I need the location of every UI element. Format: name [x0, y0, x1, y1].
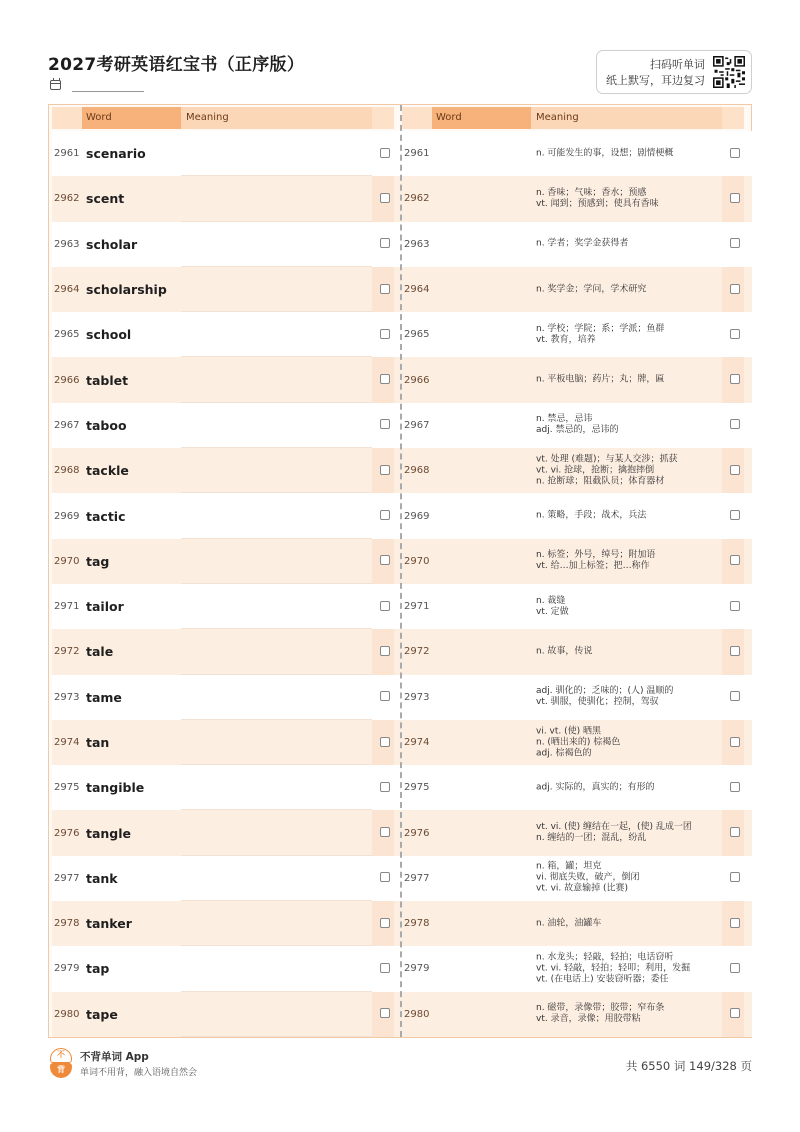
- word-number: 2973: [54, 691, 80, 703]
- checkbox[interactable]: [730, 510, 740, 520]
- checkbox[interactable]: [730, 601, 740, 611]
- word-number: 2968: [54, 465, 80, 477]
- header-word: Word: [432, 107, 531, 129]
- word-number: 2966: [54, 374, 80, 386]
- checkbox[interactable]: [380, 872, 390, 882]
- qr-caption: [606, 57, 705, 89]
- table-row: [52, 675, 402, 720]
- table-row: [402, 493, 752, 538]
- meaning-text: n. 平板电脑；药片；丸；牌，匾: [536, 374, 665, 385]
- table-row: [52, 856, 402, 901]
- word-number: 2974: [54, 737, 80, 748]
- checkbox[interactable]: [730, 329, 740, 339]
- checkbox[interactable]: [380, 782, 390, 792]
- calendar-icon: [50, 80, 61, 90]
- word-text: tangible: [86, 780, 145, 796]
- meaning-blank-cell[interactable]: [181, 222, 372, 267]
- word-blank-cell[interactable]: [432, 946, 531, 991]
- checkbox[interactable]: [730, 872, 740, 882]
- meaning-text: n. 裁缝 vt. 定做: [536, 595, 569, 617]
- meaning-blank-cell[interactable]: [181, 584, 372, 629]
- checkbox[interactable]: [380, 510, 390, 520]
- qr-code-icon[interactable]: [713, 56, 745, 88]
- checkbox[interactable]: [380, 238, 390, 248]
- qr-code-card[interactable]: [596, 50, 752, 94]
- right-rows: [402, 131, 752, 1037]
- header-check-cell: [372, 107, 394, 129]
- word-text: taboo: [86, 417, 127, 433]
- table-row: [52, 493, 402, 538]
- meaning-blank-cell[interactable]: [181, 131, 372, 176]
- meaning-cell: [531, 539, 722, 584]
- table-row: [402, 539, 752, 584]
- word-number: 2976: [54, 827, 80, 839]
- meaning-blank-cell[interactable]: [181, 312, 372, 357]
- header-meaning: Meaning: [181, 107, 372, 129]
- word-blank-cell[interactable]: [432, 675, 531, 720]
- word-number: 2971: [404, 601, 430, 613]
- checkbox[interactable]: [380, 691, 390, 701]
- meaning-blank-cell[interactable]: [181, 946, 372, 991]
- word-blank-cell[interactable]: [432, 312, 531, 357]
- meaning-blank-cell[interactable]: [181, 856, 372, 901]
- table-row: [402, 222, 752, 267]
- logo-top: 不: [50, 1048, 72, 1063]
- word-blank-cell[interactable]: [432, 267, 531, 312]
- table-row: [52, 810, 402, 855]
- meaning-blank-cell[interactable]: [181, 357, 372, 402]
- meaning-blank-cell[interactable]: [181, 720, 372, 765]
- meaning-blank-cell[interactable]: [181, 810, 372, 855]
- logo-bottom: 背: [50, 1063, 72, 1078]
- header-word: Word: [82, 107, 181, 129]
- word-text: tank: [86, 870, 118, 886]
- word-text: tanker: [86, 916, 132, 932]
- meaning-cell: [531, 131, 722, 176]
- qr-caption-line2: 纸上默写，耳边复习: [606, 74, 705, 87]
- meaning-cell: [531, 810, 722, 855]
- table-header-right: [402, 107, 752, 129]
- word-text: scholarship: [86, 282, 167, 298]
- word-number: 2972: [404, 646, 430, 658]
- qr-caption-line1: 扫码听单词: [650, 58, 705, 71]
- word-blank-cell[interactable]: [432, 720, 531, 765]
- checkbox[interactable]: [730, 238, 740, 248]
- word-number: 2967: [54, 419, 80, 431]
- word-blank-cell[interactable]: [432, 357, 531, 402]
- checkbox[interactable]: [730, 691, 740, 701]
- meaning-blank-cell[interactable]: [181, 493, 372, 538]
- checkbox[interactable]: [380, 963, 390, 973]
- word-blank-cell[interactable]: [432, 176, 531, 221]
- word-number: 2979: [54, 963, 80, 975]
- word-number: 2968: [404, 465, 430, 477]
- checkbox[interactable]: [380, 1008, 390, 1018]
- table-row: [402, 357, 752, 402]
- page-info: 共 6550 词 149/328 页: [625, 1059, 752, 1073]
- word-number: 2978: [54, 918, 80, 930]
- meaning-text: n. 策略，手段；战术，兵法: [536, 510, 647, 521]
- meaning-text: n. 磁带，录像带；胶带；窄布条 vt. 录音，录像；用胶带粘: [536, 1003, 665, 1025]
- meaning-text: n. 故事，传说: [536, 646, 593, 657]
- table-row: [52, 629, 402, 674]
- table-row: [52, 720, 402, 765]
- word-number: 2964: [404, 284, 430, 296]
- word-number: 2974: [404, 737, 430, 748]
- word-number: 2969: [54, 510, 80, 522]
- word-number: 2970: [404, 555, 430, 567]
- word-blank-cell[interactable]: [432, 448, 531, 493]
- meaning-cell: [531, 629, 722, 674]
- word-blank-cell[interactable]: [432, 539, 531, 584]
- checkbox[interactable]: [730, 193, 740, 203]
- word-number: 2975: [54, 782, 80, 794]
- table-row: [402, 176, 752, 221]
- word-number: 2977: [54, 872, 80, 884]
- word-blank-cell[interactable]: [432, 992, 531, 1037]
- table-row: [52, 584, 402, 629]
- table-row: [52, 312, 402, 357]
- meaning-cell: [531, 992, 722, 1037]
- word-number: 2979: [404, 963, 430, 975]
- checkbox[interactable]: [730, 1008, 740, 1018]
- meaning-text: n. 油轮，油罐车: [536, 918, 602, 929]
- table-row: [402, 992, 752, 1037]
- meaning-text: vt. 处理 (难题)；与某人交涉；抓获 vt. vi. 抢球，抢断；擒抱摔倒 n. 抢断球；阻截队员；体育器材: [536, 454, 678, 487]
- meaning-blank-cell[interactable]: [181, 176, 372, 221]
- word-number: 2964: [54, 284, 80, 296]
- word-number: 2963: [54, 238, 80, 250]
- word-text: tablet: [86, 372, 129, 388]
- checkbox[interactable]: [730, 918, 740, 928]
- word-number: 2972: [54, 646, 80, 658]
- meaning-cell: [531, 176, 722, 221]
- word-text: scenario: [86, 146, 146, 162]
- checkbox[interactable]: [380, 555, 390, 565]
- meaning-text: n. 禁忌，忌讳 adj. 禁忌的，忌讳的: [536, 414, 619, 436]
- meaning-blank-cell[interactable]: [181, 992, 372, 1037]
- table-row: [402, 856, 752, 901]
- meaning-column-half: [402, 105, 752, 1037]
- table-row: [52, 765, 402, 810]
- table-row: [402, 131, 752, 176]
- meaning-blank-cell[interactable]: [181, 539, 372, 584]
- table-row: [402, 312, 752, 357]
- word-blank-cell[interactable]: [432, 222, 531, 267]
- word-text: tangle: [86, 825, 132, 841]
- meaning-text: n. 水龙头；轻敲，轻拍；电话窃听 vt. vi. 轻敲，轻拍；轻叩；利用，发掘 vt. (在电话上) 安装窃听器；委任: [536, 952, 691, 985]
- meaning-blank-cell[interactable]: [181, 403, 372, 448]
- word-number: 2963: [404, 238, 430, 250]
- word-number: 2976: [404, 827, 430, 839]
- header-number-cell: [402, 107, 432, 129]
- checkbox[interactable]: [730, 555, 740, 565]
- checkbox[interactable]: [730, 646, 740, 656]
- word-number: 2967: [404, 419, 430, 431]
- checkbox[interactable]: [730, 374, 740, 384]
- table-row: [52, 176, 402, 221]
- checkbox[interactable]: [380, 374, 390, 384]
- meaning-text: n. 学者；奖学金获得者: [536, 238, 629, 249]
- word-text: school: [86, 327, 132, 343]
- meaning-cell: [531, 720, 722, 765]
- word-text: tan: [86, 735, 110, 750]
- meaning-cell: [531, 765, 722, 810]
- header-number-cell: [52, 107, 82, 129]
- table-row: [402, 584, 752, 629]
- word-blank-cell[interactable]: [432, 901, 531, 946]
- left-rows: [52, 131, 402, 1037]
- meaning-cell: [531, 493, 722, 538]
- meaning-text: adj. 驯化的；乏味的；(人) 温顺的 vt. 驯服，使驯化；控制，驾驭: [536, 686, 674, 708]
- checkbox[interactable]: [730, 148, 740, 158]
- checkbox[interactable]: [730, 827, 740, 837]
- meaning-blank-cell[interactable]: [181, 901, 372, 946]
- meaning-cell: [531, 403, 722, 448]
- meaning-text: n. 奖学金；学问，学术研究: [536, 284, 647, 295]
- meaning-blank-cell[interactable]: [181, 267, 372, 312]
- meaning-blank-cell[interactable]: [181, 448, 372, 493]
- word-number: 2975: [404, 782, 430, 794]
- checkbox[interactable]: [730, 419, 740, 429]
- checkbox[interactable]: [380, 601, 390, 611]
- table-row: [402, 448, 752, 493]
- word-text: scent: [86, 191, 125, 207]
- checkbox[interactable]: [380, 646, 390, 656]
- word-number: 2977: [404, 872, 430, 884]
- table-row: [52, 448, 402, 493]
- checkbox[interactable]: [730, 737, 740, 747]
- word-text: tactic: [86, 508, 126, 524]
- table-row: [402, 810, 752, 855]
- word-number: 2980: [54, 1008, 80, 1020]
- word-number: 2973: [404, 691, 430, 703]
- meaning-cell: [531, 901, 722, 946]
- table-row: [52, 946, 402, 991]
- table-row: [52, 131, 402, 176]
- checkbox[interactable]: [380, 465, 390, 475]
- word-number: 2971: [54, 601, 80, 613]
- word-blank-cell[interactable]: [432, 493, 531, 538]
- table-row: [52, 992, 402, 1037]
- table-row: [52, 403, 402, 448]
- word-number: 2970: [54, 555, 80, 567]
- word-number: 2966: [404, 374, 430, 386]
- word-number: 2980: [404, 1008, 430, 1020]
- meaning-text: n. 箱，罐；坦克 vi. 彻底失败，破产，倒闭 vt. vi. 故意输掉 (比赛): [536, 861, 640, 894]
- date-blank-line: [72, 91, 144, 92]
- meaning-cell: [531, 267, 722, 312]
- meaning-cell: [531, 675, 722, 720]
- app-name: 不背单词 App: [80, 1051, 149, 1063]
- header-meaning: Meaning: [531, 107, 722, 129]
- page-title: 2027考研英语红宝书（正序版）: [48, 55, 305, 75]
- word-number: 2961: [54, 148, 80, 160]
- word-text: tame: [86, 689, 122, 705]
- word-number: 2969: [404, 510, 430, 522]
- table-row: [402, 267, 752, 312]
- meaning-cell: [531, 856, 722, 901]
- checkbox[interactable]: [380, 148, 390, 158]
- word-blank-cell[interactable]: [432, 584, 531, 629]
- checkbox[interactable]: [380, 827, 390, 837]
- word-blank-cell[interactable]: [432, 131, 531, 176]
- word-blank-cell[interactable]: [432, 856, 531, 901]
- table-row: [402, 675, 752, 720]
- table-header-left: [52, 107, 402, 129]
- meaning-blank-cell[interactable]: [181, 675, 372, 720]
- header-check-cell: [722, 107, 744, 129]
- word-number: 2965: [54, 329, 80, 341]
- checkbox[interactable]: [380, 737, 390, 747]
- table-row: [52, 222, 402, 267]
- meaning-blank-cell[interactable]: [181, 765, 372, 810]
- word-number: 2978: [404, 918, 430, 930]
- page-header: [48, 48, 752, 98]
- word-number: 2962: [54, 193, 80, 205]
- table-row: [52, 357, 402, 402]
- word-text: tag: [86, 553, 110, 569]
- meaning-text: n. 标签；外号，绰号；附加语 vt. 给…加上标签；把…称作: [536, 550, 656, 572]
- table-row: [402, 901, 752, 946]
- word-text: tailor: [86, 599, 124, 615]
- meaning-cell: [531, 222, 722, 267]
- meaning-text: vi. vt. (使) 晒黑 n. (晒出来的) 棕褐色 adj. 棕褐色的: [536, 726, 621, 758]
- meaning-blank-cell[interactable]: [181, 629, 372, 674]
- checkbox[interactable]: [380, 329, 390, 339]
- table-row: [402, 765, 752, 810]
- meaning-cell: [531, 312, 722, 357]
- checkbox[interactable]: [730, 782, 740, 792]
- word-text: tap: [86, 961, 110, 977]
- meaning-text: vt. vi. (使) 缠结在一起，(使) 乱成一团 n. 缠结的一团；混乱，纷乱: [536, 822, 692, 844]
- word-text: tape: [86, 1006, 118, 1022]
- table-row: [52, 267, 402, 312]
- meaning-text: n. 学校；学院；系；学派；鱼群 vt. 教育，培养: [536, 323, 665, 345]
- word-number: 2965: [404, 329, 430, 341]
- meaning-text: n. 香味；气味；香水；预感 vt. 闻到；预感到；使具有香味: [536, 187, 659, 209]
- table-row: [52, 539, 402, 584]
- checkbox[interactable]: [380, 419, 390, 429]
- meaning-cell: [531, 946, 722, 991]
- meaning-cell: [531, 357, 722, 402]
- app-logo-icon: [50, 1048, 72, 1078]
- word-number: 2961: [404, 148, 430, 160]
- meaning-text: adj. 实际的，真实的；有形的: [536, 782, 655, 793]
- meaning-text: n. 可能发生的事，设想；剧情梗概: [536, 148, 674, 159]
- checkbox[interactable]: [730, 465, 740, 475]
- checkbox[interactable]: [380, 918, 390, 928]
- word-number: 2962: [404, 193, 430, 205]
- meaning-cell: [531, 584, 722, 629]
- vocabulary-table: [48, 104, 752, 1038]
- table-row: [402, 720, 752, 765]
- word-blank-cell[interactable]: [432, 403, 531, 448]
- checkbox[interactable]: [380, 284, 390, 294]
- word-text: tale: [86, 644, 114, 660]
- word-text: scholar: [86, 236, 138, 252]
- word-blank-cell[interactable]: [432, 629, 531, 674]
- checkbox[interactable]: [730, 284, 740, 294]
- checkbox[interactable]: [730, 963, 740, 973]
- word-blank-cell[interactable]: [432, 810, 531, 855]
- table-row: [402, 403, 752, 448]
- word-text: tackle: [86, 463, 129, 479]
- table-row: [402, 946, 752, 991]
- app-slogan: 单词不用背，融入语境自然会: [80, 1068, 198, 1078]
- table-row: [52, 901, 402, 946]
- meaning-cell: [531, 448, 722, 493]
- table-row: [402, 629, 752, 674]
- checkbox[interactable]: [380, 193, 390, 203]
- word-column-half: [52, 105, 402, 1037]
- word-blank-cell[interactable]: [432, 765, 531, 810]
- page-footer: [48, 1048, 752, 1080]
